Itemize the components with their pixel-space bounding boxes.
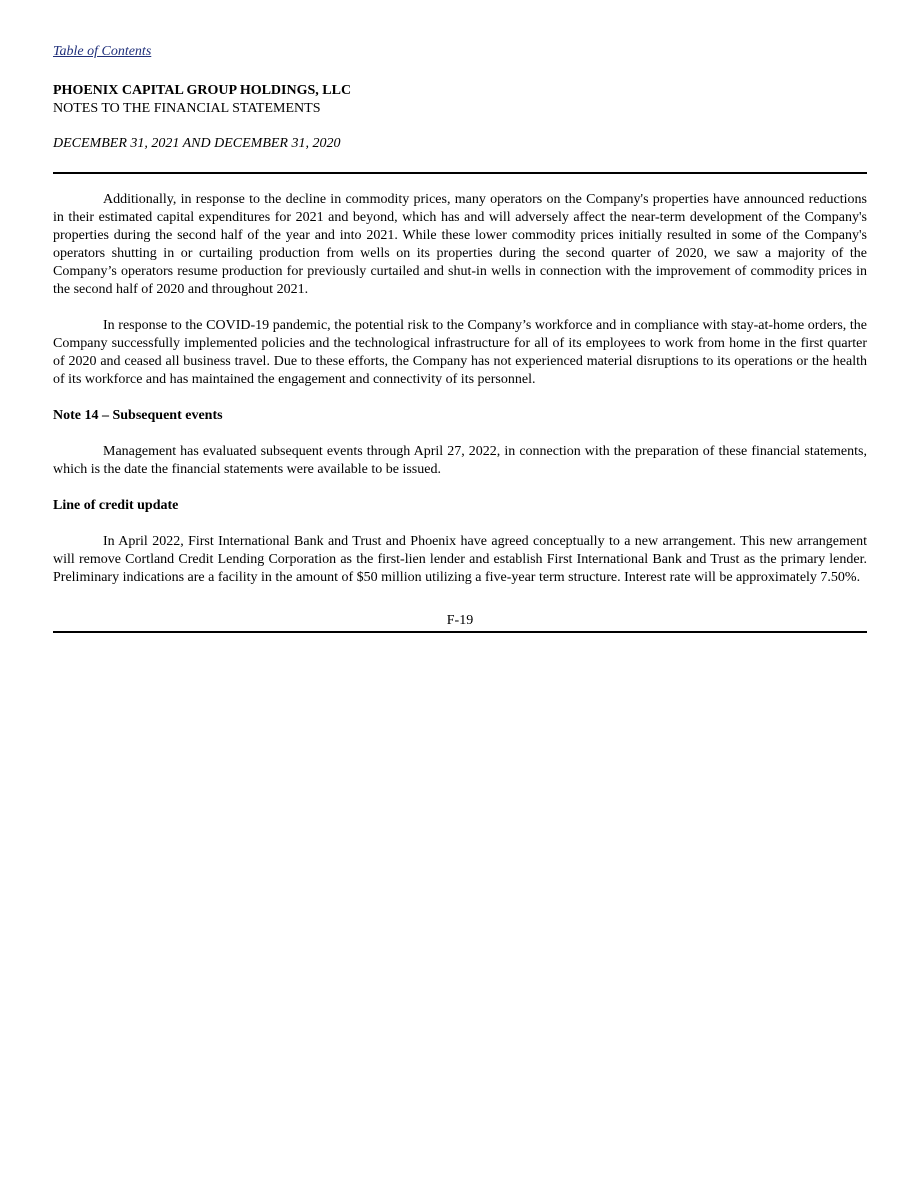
paragraph-commodity-prices: Additionally, in response to the decline in commodity prices, many operators on the Company's properties have announced reductions in their estimated capital expenditures for 2021 and beyond, which has and will adversely affect the near-term development of the Company's properties during the second half of the year and into 2021. While these lower commodity prices initially resulted in some of the Company's operators shutting in or curtailing production from wells on its properties during the second quarter of 2020, we saw a majority of the Company’s operators resume production for previously curtailed and shut-in wells in connection with the improvement of commodity prices in the second half of 2020 and throughout 2021. — [53, 192, 867, 297]
document-subtitle: NOTES TO THE FINANCIAL STATEMENTS — [53, 101, 321, 116]
statement-dates: DECEMBER 31, 2021 AND DECEMBER 31, 2020 — [53, 136, 341, 151]
document-page — [53, 42, 867, 633]
paragraph-subsequent-events: Management has evaluated subsequent events through April 27, 2022, in connection with the preparation of these financial statements, which is the date the financial statements were available to be issued. — [53, 444, 867, 477]
paragraph-line-of-credit: In April 2022, First International Bank and Trust and Phoenix have agreed conceptually to a new arrangement. This new arrangement will remove Cortland Credit Lending Corporation as the first-lien lender and establish First International Bank and Trust as the primary lender. Preliminary indications are a facility in the amount of $50 million utilizing a five-year term structure. Interest rate will be approximately 7.50%. — [53, 534, 867, 585]
paragraph-covid: In response to the COVID-19 pandemic, the potential risk to the Company’s workforce and in compliance with stay-at-home orders, the Company successfully implemented policies and the technological infrastructure for all of its employees to work from home in the first quarter of 2020 and ceased all business travel. Due to these efforts, the Company has not experienced material disruptions to its operations or the health of its workforce and has maintained the engagement and connectivity of its personnel. — [53, 318, 867, 387]
header-divider — [53, 172, 867, 174]
note-14-heading: Note 14 – Subsequent events — [53, 408, 223, 423]
footer-divider — [53, 631, 867, 633]
table-of-contents-link[interactable]: Table of Contents — [53, 44, 152, 59]
company-name: PHOENIX CAPITAL GROUP HOLDINGS, LLC — [53, 83, 352, 98]
line-of-credit-heading: Line of credit update — [53, 498, 179, 513]
page-number: F-19 — [446, 613, 474, 628]
